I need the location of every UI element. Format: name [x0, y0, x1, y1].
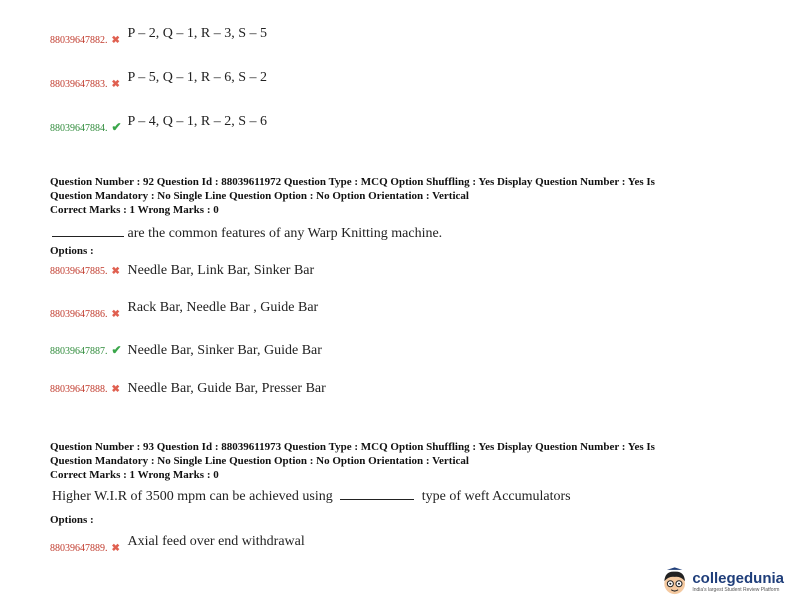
option-id: 88039647884.: [50, 123, 108, 134]
option-id: 88039647882.: [50, 35, 108, 46]
option-row: [50, 534, 305, 556]
option-row: [50, 263, 314, 279]
cross-icon: ✖: [111, 35, 120, 46]
question-92-meta: [50, 175, 750, 217]
option-row: [50, 114, 268, 136]
option-text: Rack Bar, Needle Bar , Guide Bar: [127, 300, 319, 315]
collegedunia-logo: [660, 562, 784, 602]
option-text: Needle Bar, Sinker Bar, Guide Bar: [127, 343, 322, 358]
option-id: 88039647886.: [50, 309, 108, 320]
mascot-icon: [660, 565, 689, 599]
marks-line: Correct Marks : 1 Wrong Marks : 0: [50, 204, 219, 216]
logo-title: collegedunia: [692, 569, 784, 587]
option-id: 88039647889.: [50, 543, 108, 554]
cross-icon: ✖: [111, 543, 120, 554]
option-text: Needle Bar, Guide Bar, Presser Bar: [127, 381, 326, 396]
meta-line: Question Number : 92 Question Id : 88039611972 Question Type : MCQ Option Shuffling : Yes Display Question Number : Yes Is: [50, 176, 655, 188]
cross-icon: ✖: [111, 79, 120, 90]
option-text: Needle Bar, Link Bar, Sinker Bar: [127, 263, 315, 278]
option-id: 88039647885.: [50, 266, 108, 277]
question-92-text: [52, 224, 442, 242]
meta-line: Question Mandatory : No Single Line Question Option : No Option Orientation : Vertical: [50, 455, 469, 467]
option-id: 88039647887.: [50, 346, 108, 357]
question-text-before: Higher W.I.R of 3500 mpm can be achieved using: [52, 489, 333, 504]
answer-blank: [52, 224, 124, 237]
check-icon: ✔: [111, 120, 122, 134]
logo-tagline: India's largest Student Review Platform: [692, 586, 780, 593]
option-row: [50, 70, 268, 92]
cross-icon: ✖: [111, 266, 120, 277]
cross-icon: ✖: [111, 309, 120, 320]
meta-line: Question Number : 93 Question Id : 88039611973 Question Type : MCQ Option Shuffling : Yes Display Question Number : Yes Is: [50, 441, 655, 453]
options-label: Options :: [50, 514, 94, 526]
option-text: P – 5, Q – 1, R – 6, S – 2: [127, 70, 268, 85]
meta-line: Question Mandatory : No Single Line Question Option : No Option Orientation : Vertical: [50, 190, 469, 202]
option-text: P – 4, Q – 1, R – 2, S – 6: [127, 114, 268, 129]
option-id: 88039647883.: [50, 79, 108, 90]
option-text: Axial feed over end withdrawal: [127, 534, 305, 549]
option-row: [50, 343, 322, 359]
question-text: are the common features of any Warp Knitting machine.: [127, 226, 443, 241]
option-id: 88039647888.: [50, 384, 108, 395]
options-label: Options :: [50, 245, 94, 257]
question-93-text: [52, 487, 571, 505]
question-text-after: type of weft Accumulators: [421, 489, 571, 504]
option-row: [50, 26, 268, 48]
question-93-meta: [50, 440, 750, 482]
cross-icon: ✖: [111, 384, 120, 395]
answer-blank: [340, 487, 414, 500]
option-row: [50, 381, 326, 397]
marks-line: Correct Marks : 1 Wrong Marks : 0: [50, 469, 219, 481]
option-row: [50, 300, 319, 322]
check-icon: ✔: [111, 343, 122, 357]
option-text: P – 2, Q – 1, R – 3, S – 5: [127, 26, 268, 41]
